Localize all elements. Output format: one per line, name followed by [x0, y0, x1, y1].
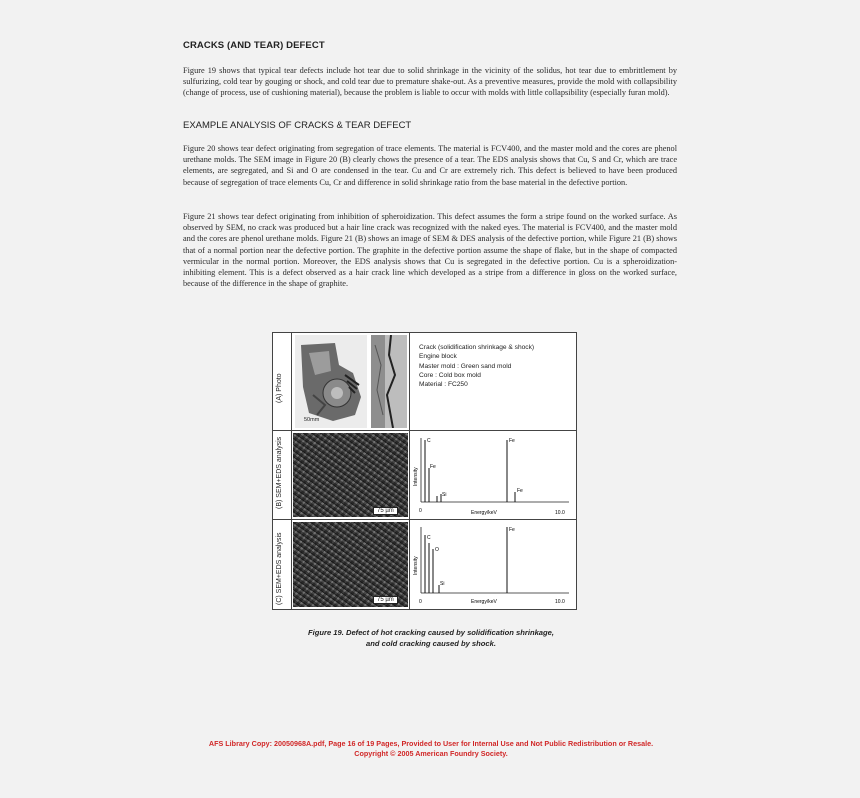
eds-chart-b-svg — [411, 432, 575, 518]
description-line: Master mold : Green sand mold — [419, 362, 512, 370]
figure-19 — [272, 332, 577, 610]
peak-label: Fe — [509, 527, 515, 533]
description-line: Core : Cold box mold — [419, 371, 481, 379]
description-line: Engine block — [419, 353, 457, 361]
figure-divider — [409, 333, 410, 609]
row-label-c: (C) SEM+EDS analysis — [276, 532, 283, 605]
crack-closeup-image — [371, 335, 407, 428]
x-axis-label: Energy/keV — [471, 510, 497, 516]
sem-image-c — [293, 522, 408, 607]
sem-scale-b: 75 µm — [373, 507, 398, 515]
footer-line-2: Copyright © 2005 American Foundry Society. — [354, 748, 508, 758]
sem-image-b — [293, 433, 408, 517]
figure-caption — [272, 627, 590, 649]
x-axis-min: 0 — [419, 599, 422, 605]
crack-closeup-photo — [371, 335, 407, 428]
row-label-a: (A) Photo — [276, 373, 283, 403]
y-axis-label: Intensity — [413, 556, 419, 575]
photo-scale-label: 50mm — [304, 417, 320, 423]
peak-label: Fe — [517, 488, 523, 494]
section-heading: CRACKS (AND TEAR) DEFECT — [183, 40, 325, 51]
engine-block-photo — [295, 335, 367, 428]
caption-line-1: Figure 19. Defect of hot cracking caused by solidification shrinkage, — [307, 628, 554, 637]
figure-divider — [273, 430, 576, 431]
x-axis-label: Energy/keV — [471, 599, 497, 605]
row-label-b: (B) SEM+EDS analysis — [276, 436, 283, 509]
paragraph-3: Figure 21 shows tear defect originating from inhibition of spheroidization. This defect assumes the form a stripe found on the worked surface. As observed by SEM, no crack was produced but a hair line crack was recognized with the naked eyes. The material is FCV400, and the master mold and the cores are phenol urethane molds. Figure 21 (B) shows an image of SEM & DES analysis of the defective portion, while Figure 21 (B) shows that of a normal portion near the defective portion. The graphite in the defective portion assume the shape of flake, but in the shape of compacted vermicular in the normal portion. Moreover, the EDS analysis shows that Cu is segregated in the defective portion. Cu is a spheroidization-inhibiting element. This is a defect observed as a hair crack line which developed as a stripe from a difference in gloss on the worked surface, because of the difference in the shape of graphite. — [183, 212, 677, 289]
section-subheading: EXAMPLE ANALYSIS OF CRACKS & TEAR DEFECT — [183, 120, 412, 131]
engine-block-photo-image — [295, 335, 367, 428]
peak-label: C — [427, 438, 431, 444]
figure-description — [419, 343, 534, 389]
x-axis-max: 10.0 — [555, 510, 565, 516]
paragraph-1: Figure 19 shows that typical tear defects include hot tear due to solid shrinkage in the vicinity of the solidus, hot tear due to embrittlement by sulfurizing, cold tear by gouging or shock, and cold tear due to premature shake-out. As a preventive measures, provide the mold with collapsibility (change of process, use of cushioning material), because the problem is liable to occur with molds with little collapsibility (especially furan mold). — [183, 66, 677, 98]
caption-line-2: and cold cracking caused by shock. — [366, 639, 496, 648]
eds-chart-c-svg — [411, 521, 575, 607]
description-line: Crack (solidification shrinkage & shock) — [419, 344, 535, 351]
peak-label: Si — [442, 492, 447, 498]
eds-chart-b — [411, 432, 575, 518]
figure-divider — [291, 333, 292, 609]
peak-label: Fe — [509, 438, 515, 444]
figure-divider — [273, 519, 576, 520]
peak-label: Fe — [430, 464, 436, 470]
footer-line-1: AFS Library Copy: 20050968A.pdf, Page 16 of 19 Pages, Provided to User for Internal Use and Not Public Redistribution or Resale. — [208, 739, 654, 748]
copyright-footer — [183, 739, 679, 758]
peak-label: O — [435, 547, 439, 553]
sem-scale-c: 75 µm — [373, 596, 398, 604]
peak-label: C — [427, 535, 431, 541]
eds-chart-c — [411, 521, 575, 607]
description-line: Material : FC250 — [419, 381, 468, 389]
paragraph-2: Figure 20 shows tear defect originating from segregation of trace elements. The material is FCV400, and the master mold and the cores are phenol urethane molds. The SEM image in Figure 20 (B) clearly chows the presence of a tear. The EDS analysis shows that Cu, S and Cr, which are trace elements, are segregated, and Si and O are condensed in the tear. Cu and Cr are extremely rich. This defect is believed to have been produced because of segregation of trace elements Cu, Cr and difference in solid shrinkage ratio from the base material in the defective portion. — [183, 144, 677, 187]
x-axis-min: 0 — [419, 508, 422, 514]
peak-label: Si — [440, 581, 445, 587]
x-axis-max: 10.0 — [555, 599, 565, 605]
y-axis-label: Intensity — [413, 467, 419, 486]
